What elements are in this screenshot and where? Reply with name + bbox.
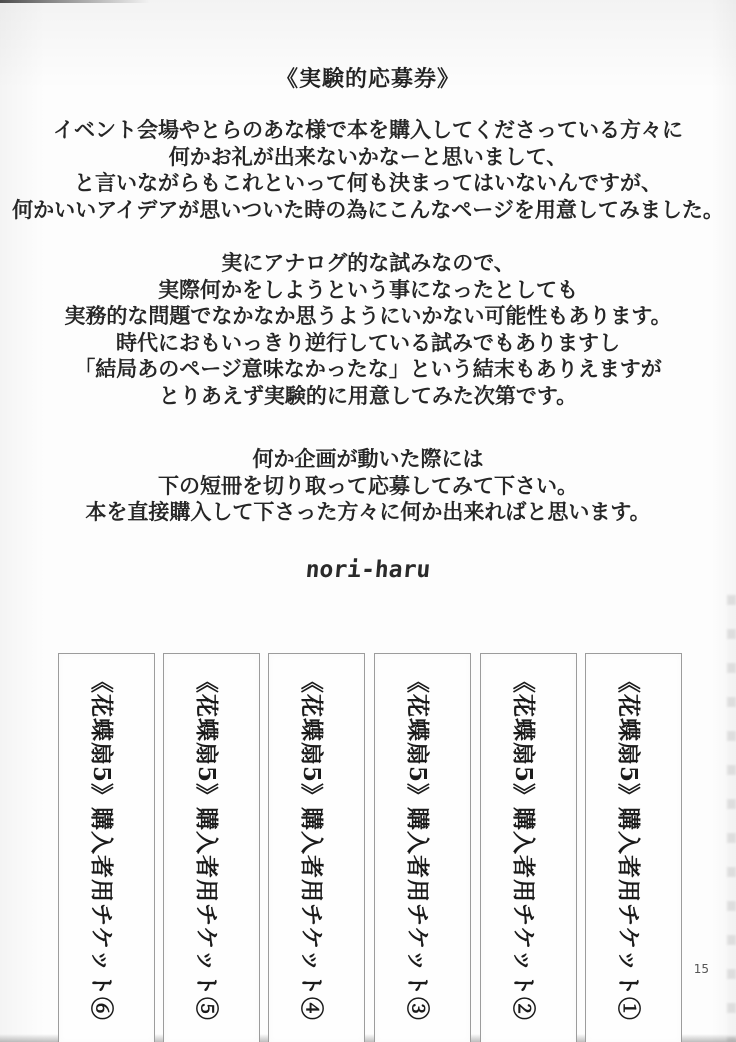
- text-line: 実にアナログ的な試みなので、: [221, 251, 515, 275]
- text-line: とりあえず実験的に用意してみた次第です。: [158, 383, 578, 408]
- text-line: 下の短冊を切り取って応募してみて下さい。: [158, 473, 578, 498]
- text-line: 何か企画が動いた際には: [252, 447, 484, 471]
- paragraph-intro: [0, 117, 736, 223]
- ticket-label: 《花蝶扇5》購入者用チケット⑥: [88, 670, 115, 1021]
- paragraph-instructions: [0, 446, 736, 526]
- ticket-strip-6: [58, 653, 155, 1042]
- ticket-label: 《花蝶扇5》購入者用チケット①: [615, 670, 642, 1021]
- author-signature: nori-haru: [304, 557, 432, 583]
- text-line: 何かいいアイデアが思いついた時の為にこんなページを用意してみました。: [12, 197, 724, 222]
- text-line: 実際何かをしようという事になったとしても: [158, 277, 578, 302]
- text-line: 実務的な問題でなかなか思うようにいかない可能性もあります。: [64, 304, 672, 328]
- paragraph-caveats: [0, 250, 736, 409]
- page-number: 15: [693, 962, 709, 976]
- scan-shadow-top-edge: [0, 0, 150, 3]
- ticket-strip-2: [480, 653, 577, 1042]
- ticket-label: 《花蝶扇5》購入者用チケット②: [510, 670, 537, 1021]
- page-title: 《実験的応募券》: [275, 67, 460, 92]
- text-line: 時代におもいっきり逆行している試みでもありますし: [116, 330, 620, 355]
- text-line: イベント会場やとらのあな様で本を購入してくださっている方々に: [53, 118, 683, 142]
- text-line: 本を直接購入して下さった方々に何か出来ればと思います。: [85, 500, 651, 524]
- text-line: と言いながらもこれといって何も決まってはいないんですが、: [74, 171, 662, 195]
- ticket-strip-1: [585, 653, 682, 1042]
- ticket-label: 《花蝶扇5》購入者用チケット⑤: [193, 670, 220, 1021]
- ticket-strip-5: [163, 653, 260, 1042]
- ticket-label: 《花蝶扇5》購入者用チケット③: [404, 670, 431, 1021]
- text-line: 何かお礼が出来ないかなーと思いまして、: [168, 144, 568, 169]
- ticket-label: 《花蝶扇5》購入者用チケット④: [298, 670, 325, 1021]
- ticket-strip-4: [268, 653, 365, 1042]
- ticket-strip-3: [374, 653, 471, 1042]
- text-line: 「結局あのページ意味なかったな」という結末もありえますが: [74, 357, 662, 381]
- scan-smudge-right-edge: [727, 595, 736, 1042]
